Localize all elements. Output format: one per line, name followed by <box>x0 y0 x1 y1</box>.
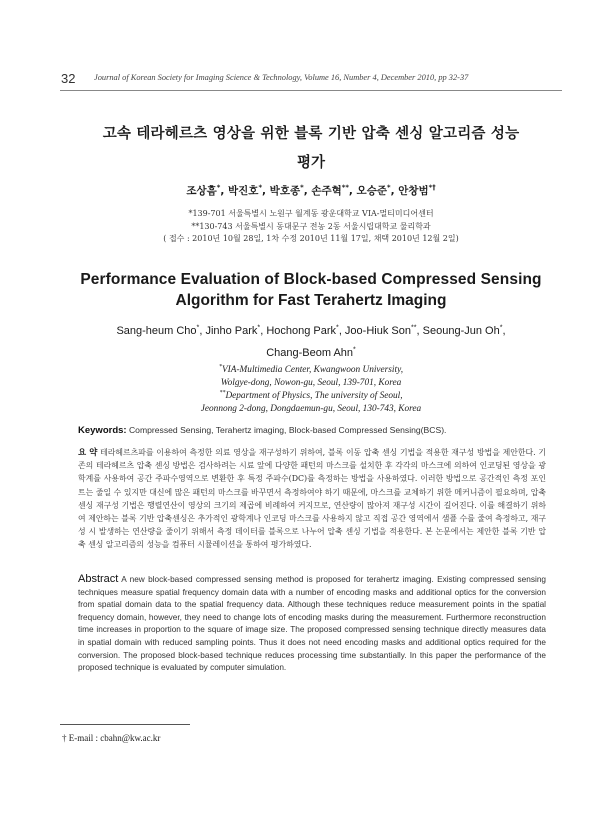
english-title-line-1: Performance Evaluation of Block-based Compressed Sensing <box>80 271 542 288</box>
english-affiliation-4: Jeonnong 2-dong, Dongdaemun-gu, Seoul, 130-743, Korea <box>200 404 422 414</box>
running-header <box>61 72 561 86</box>
korean-affiliation-2: **130-743 서울특별시 동대문구 전농 2동 서울시립대학교 물리학과 <box>191 222 431 231</box>
keywords <box>78 425 446 436</box>
english-abstract-text: A new block-based compressed sensing method is proposed for terahertz imaging. Existing compressed sensing techniques measure spatial frequency domain data with a number of encoding masks and additional optics for the conversion from spatial domain data to the spatial frequency data. Although these techniques reduce measurement points in the spatial frequency domain, however, they need to change lots of encoding masks during the measurement. Furthermore reconstruction time increases in proportion to the square of image size. The proposed compressed sensing technique directly measures data in spatial domain with reduced sampling points. Thus it does not need encoding masks and additional optics required for the conversion. The proposed block-based technique reduces processing time substantially. In this paper the performance of the proposed technique is evaluated by computer simulation. <box>78 575 546 673</box>
english-abstract-label: Abstract <box>78 573 119 585</box>
korean-title-line-2: 평가 <box>296 155 325 171</box>
korean-abstract-label: 요 약 <box>78 447 98 457</box>
english-authors-line-2-text: Chang-Beom Ahn* <box>266 345 356 359</box>
english-authors-line-1-text: Sang-heum Cho*, Jinho Park*, Hochong Park*, Joo-Hiuk Son**, Seoung-Jun Oh*, <box>116 323 506 337</box>
english-authors-line-1 <box>60 325 562 337</box>
english-affiliation-3-text: **Department of Physics, The university of Seoul, <box>219 389 403 401</box>
english-authors-line-2 <box>60 347 562 359</box>
english-abstract <box>78 573 546 675</box>
submission-dates: ( 접수 : 2010년 10월 28일, 1차 수정 2010년 11월 17일, 채택 2010년 12월 2일) <box>163 234 459 243</box>
korean-abstract-text: 테라헤르츠파를 이용하여 측정한 의료 영상을 재구성하기 위하여, 블록 이동 압축 센싱 기법을 적용한 재구성 방법을 제안한다. 기존의 테라헤르츠 압축 센싱 방법은 검사하려는 시료 앞에 다양한 패턴의 마스크를 설치한 후 각각의 마스크에 의하여 인코딩된 영상을 광학계를 사용하여 공간 주파수영역으로 변환한 후 특정 주파수(DC)를 측정하는 방법을 사용하였다. 이러한 방법으로 공간적인 측정 포인트는 줄일 수 있지만 대신에 많은 패턴의 마스크를 바꾸면서 측정하여야 하기 때문에, 마스크를 교체하기 위한 메커니즘이 필요하며, 압축 센싱 재구성 기법은 행렬연산이 영상의 크기의 제곱에 비례하여 커지므로, 연산량이 많아져 재구성 시간이 길어진다. 이를 해결하기 위하여 제안하는 블록 기반 압축센싱은 추가적인 광학계나 인코딩 마스크를 사용하지 않고 직접 공간 영역에서 샘플 수를 줄여 측정하고, 재구성 시 발생하는 연산량을 줄이기 위해서 측정 데이터를 블록으로 나누어 압축 센싱 기법을 적용한다. 본 논문에서는 제안한 블록 기반 압축 센싱 알고리즘의 성능을 컴퓨터 시뮬레이션을 통하여 평가하였다. <box>78 448 546 550</box>
korean-authors-text: 조상흠*, 박진호*, 박호종*, 손주혁**, 오승준*, 안창범*† <box>186 183 436 197</box>
corresponding-author-email: † E-mail : cbahn@kw.ac.kr <box>62 733 161 743</box>
english-affiliation-1 <box>60 365 562 375</box>
page-number: 32 <box>61 71 76 86</box>
english-affiliation-2: Wolgye-dong, Nowon-gu, Seoul, 139-701, Korea <box>220 378 402 388</box>
footnote-divider <box>60 724 190 725</box>
keywords-label: Keywords: <box>78 425 127 436</box>
header-divider <box>60 90 562 91</box>
keywords-text: Compressed Sensing, Terahertz imaging, Block-based Compressed Sensing(BCS). <box>128 425 447 435</box>
english-title-line-2: Algorithm for Fast Terahertz Imaging <box>175 292 447 309</box>
english-affiliation-3 <box>60 391 562 401</box>
korean-affiliation-1: *139-701 서울특별시 노원구 월계동 광운대학교 VIA-멀티미디어센터 <box>188 209 434 218</box>
english-affiliation-1-text: *VIA-Multimedia Center, Kwangwoon University, <box>218 363 404 375</box>
journal-citation: Journal of Korean Society for Imaging Science & Technology, Volume 16, Number 4, December 2010, pp 32-37 <box>94 73 469 82</box>
korean-abstract <box>78 446 546 552</box>
korean-title-line-1: 고속 테라헤르츠 영상을 위한 블록 기반 압축 센싱 알고리즘 성능 <box>102 126 520 142</box>
korean-authors <box>60 183 562 198</box>
